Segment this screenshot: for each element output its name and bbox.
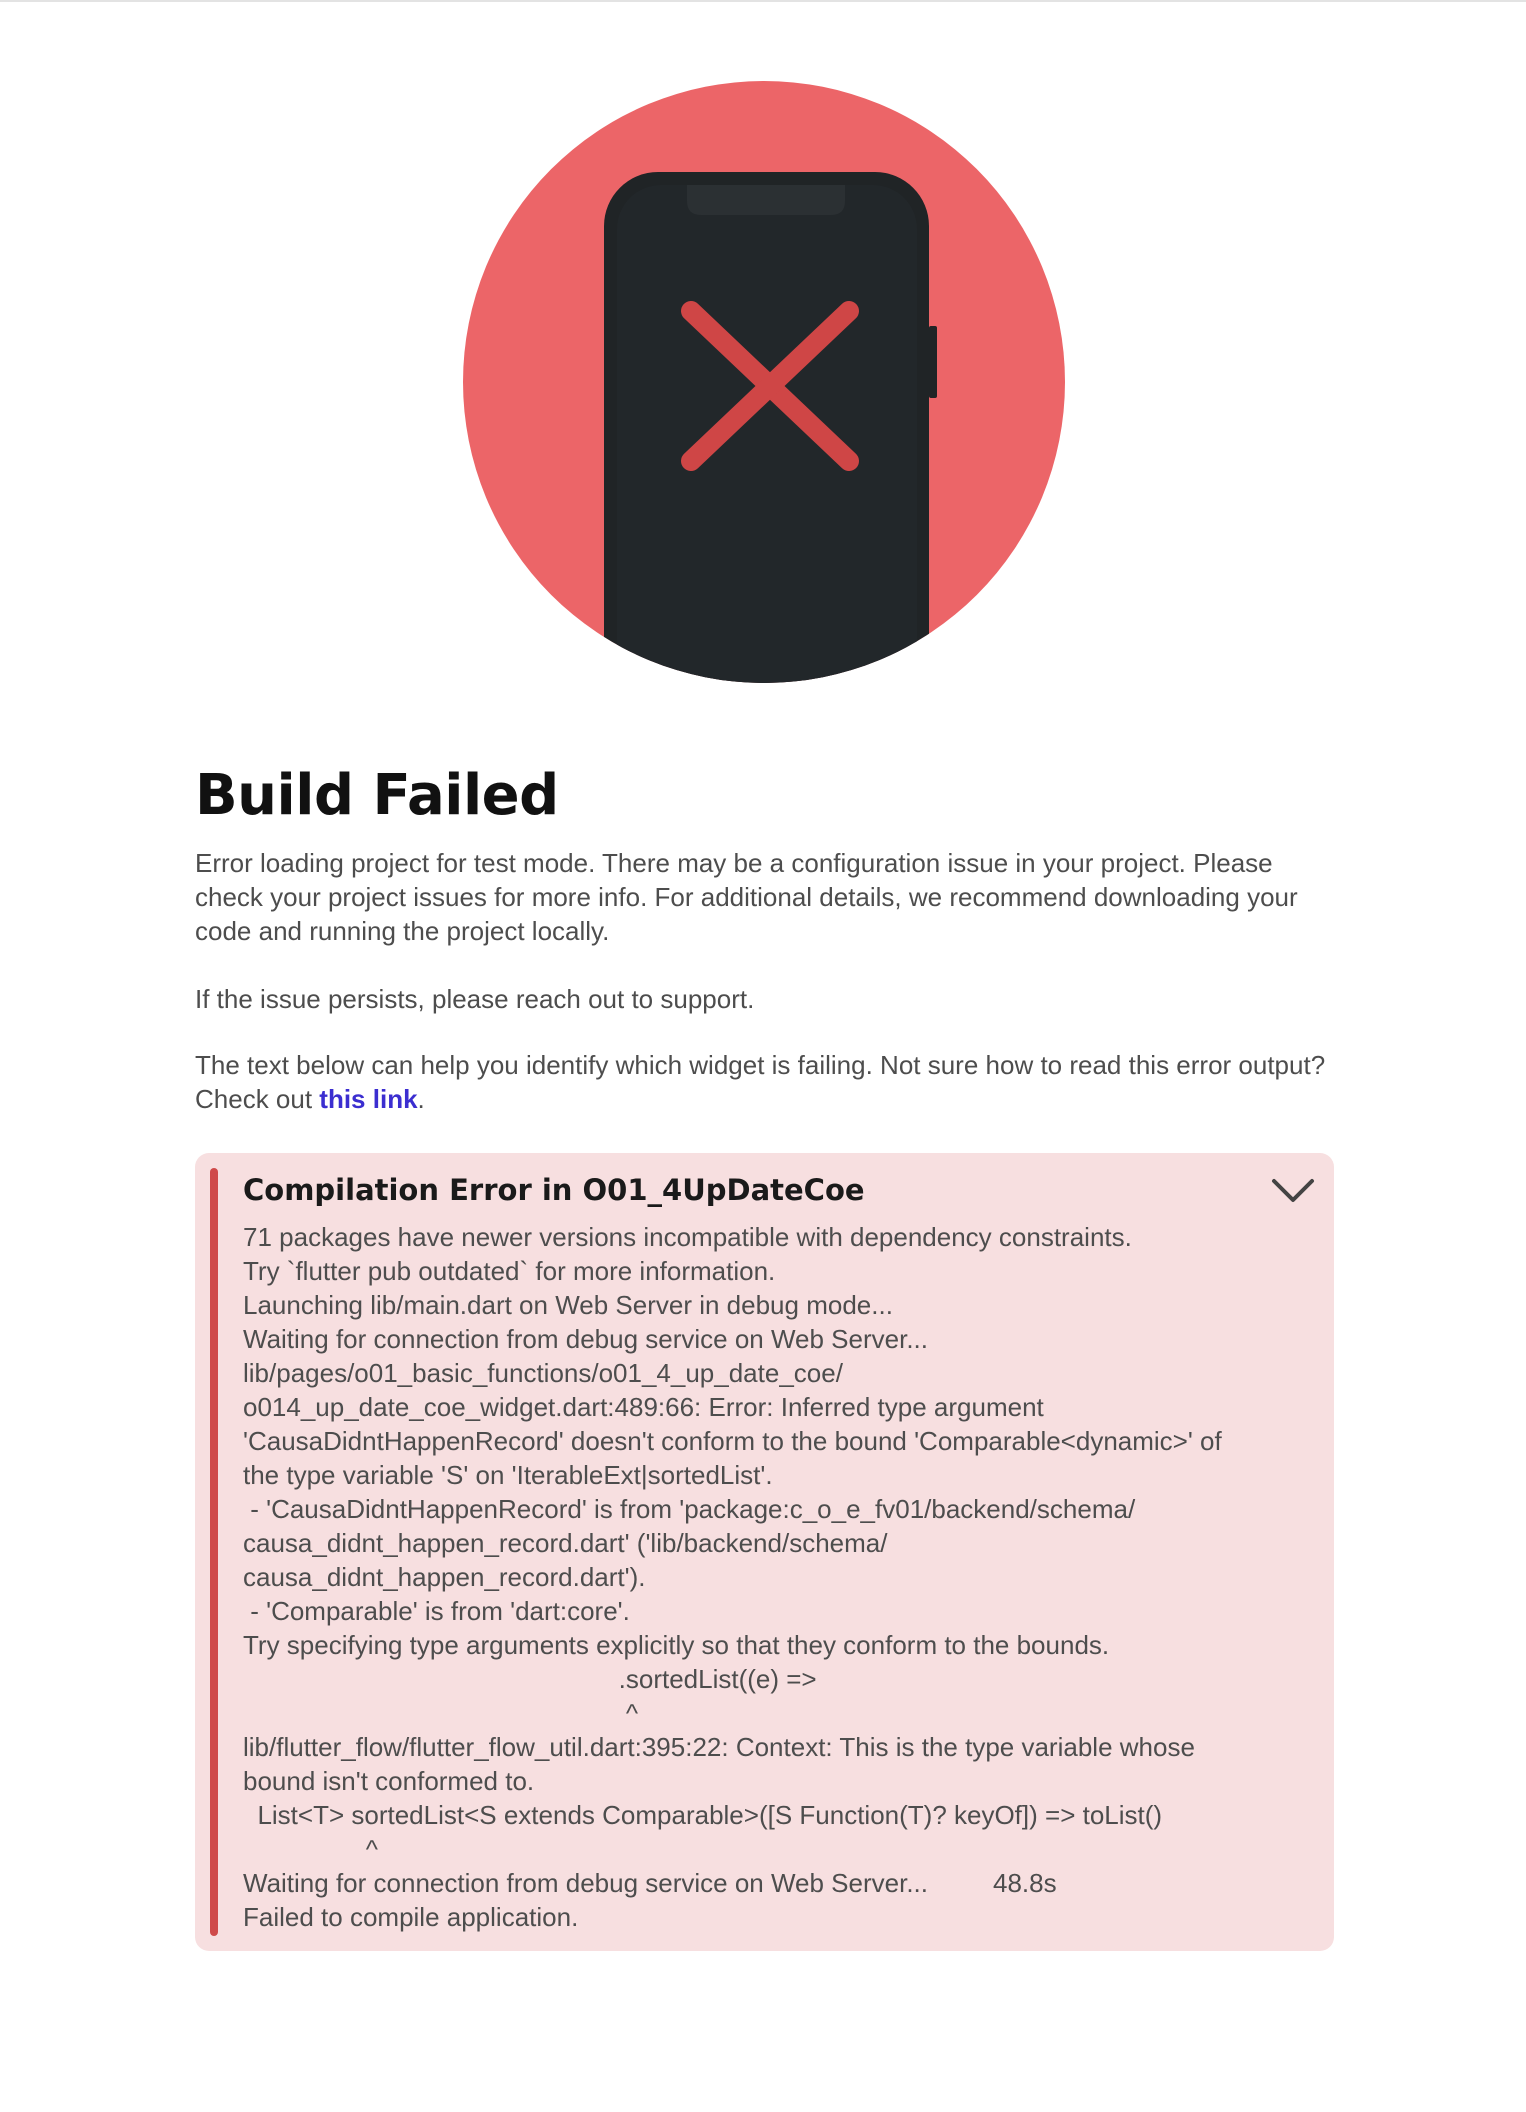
error-accent-bar <box>210 1168 218 1936</box>
help-link[interactable]: this link <box>319 1084 418 1114</box>
main-content <box>195 760 1335 1116</box>
error-panel <box>195 1153 1334 1951</box>
support-note: If the issue persists, please reach out to support. <box>195 984 755 1014</box>
help-note <box>195 1048 1335 1116</box>
error-title: Compilation Error in O01_4UpDateCoe <box>243 1173 865 1207</box>
phone-error-icon <box>463 81 1065 683</box>
error-description: Error loading project for test mode. There may be a configuration issue in your project. Please check your project issues for more info. For additional details, we recommend downloading your code and running the project locally. <box>195 848 1298 946</box>
help-note-suffix: . <box>417 1084 425 1114</box>
top-divider <box>0 0 1526 2</box>
phone-side-button <box>929 326 937 398</box>
help-note-text: The text below can help you identify which widget is failing. Not sure how to read this error output? Check out <box>195 1050 1326 1114</box>
phone-notch <box>687 185 845 215</box>
chevron-down-icon[interactable] <box>1270 1173 1316 1207</box>
page-title: Build Failed <box>195 763 559 828</box>
error-log: 71 packages have newer versions incompatible with dependency constraints. Try `flutter pub outdated` for more information. Launching lib/main.dart on Web Server in debug mode... Waiting for connection from debug service on Web Server... lib/pages/o01_basic_functions/o01_4_up_date_coe/ o014_up_date_coe_widget.dart:489:66: Error: Inferred type argument 'CausaDidntHappenRecord' doesn't conform to the bound 'Comparable<dynamic>' of the type variable 'S' on 'IterableExt|sortedList'. - 'CausaDidntHappenRecord' is from 'package:c_o_e_fv01/backend/schema/ causa_didnt_happen_record.dart' ('lib/backend/schema/ causa_didnt_happen_record.dart'). - 'Comparable' is from 'dart:core'. Try specifying type arguments explicitly so that they conform to the bounds. .sortedList((e) => ^ lib/flutter_flow/flutter_flow_util.dart:395:22: Context: This is the type variable whose bound isn't conformed to. List<T> sortedList<S extends Comparable>([S Function(T)? keyOf]) => toList() ^ Waiting for connection from debug service on Web Server... 48.8s Failed to compile application. <box>243 1222 1222 1932</box>
